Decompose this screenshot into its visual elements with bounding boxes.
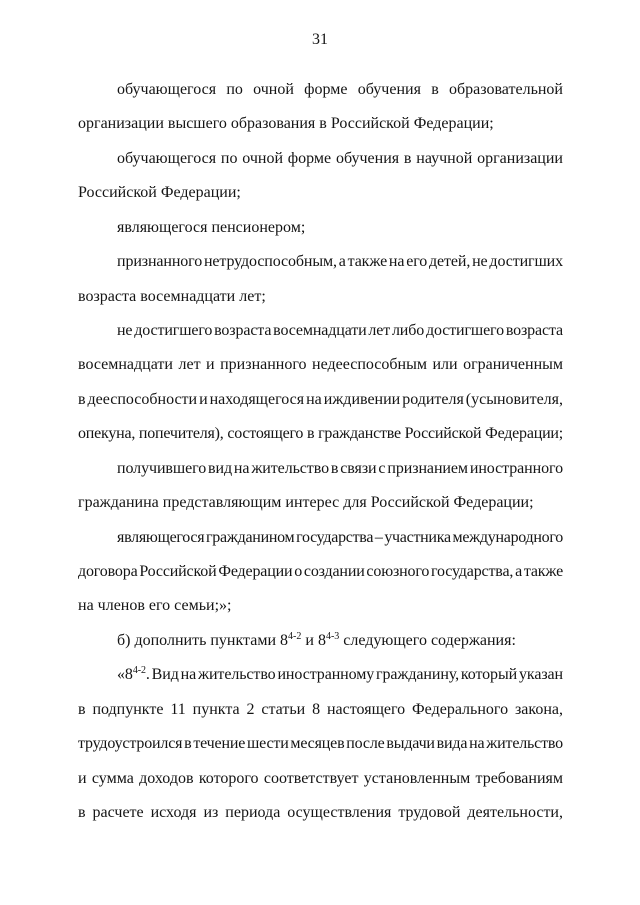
new-point-number-superscript: 4-2 (132, 665, 146, 676)
new-point-text: . Вид на жительство иностранному гражданину, который указан (145, 666, 564, 683)
paragraph-line: договора Российской Федерации о создании союзного государства, а также (78, 563, 564, 580)
paragraph-line: являющегося гражданином государства – участника международного (117, 529, 563, 546)
paragraph-line: получившего вид на жительство в связи с признанием иностранного (117, 460, 564, 477)
new-point-line: и сумма доходов которого соответствует установленным требованиям (78, 770, 563, 787)
paragraph-line: обучающегося по очной форме обучения в научной организации (117, 150, 563, 167)
conjunction-text: и (301, 632, 318, 649)
paragraph-line: не достигшего возраста восемнадцати лет либо достигшего возраста (117, 322, 563, 339)
paragraph-line: организации высшего образования в Российской Федерации; (78, 115, 494, 132)
new-point-first-line (117, 665, 563, 685)
paragraph-line: признанного нетрудоспособным, а также на его детей, не достигших (117, 253, 563, 270)
new-point-line: трудоустроился в течение шести месяцев после выдачи вида на жительство (78, 735, 564, 752)
subpoint-b-text: б) дополнить пунктами (117, 632, 281, 649)
new-point-line: в расчете исходя из периода осуществления трудовой деятельности, (78, 804, 563, 821)
paragraph-line: опекуна, попечителя), состоящего в гражданстве Российской Федерации; (78, 425, 563, 442)
paragraph-line: восемнадцати лет и признанного недееспособным или ограниченным (78, 356, 563, 373)
paragraph-line: Российской Федерации; (78, 184, 241, 201)
page-number: 31 (312, 31, 328, 48)
paragraph-line: в дееспособности и находящегося на иждивении родителя (усыновителя, (78, 391, 564, 408)
item-number-superscript: 4-3 (325, 631, 340, 642)
paragraph-line: на членов его семьи;»; (78, 597, 232, 614)
item-number: 8 (317, 632, 326, 649)
new-point-line: в подпункте 11 пункта 2 статьи 8 настоящего Федерального закона, (78, 701, 563, 718)
item-number-superscript: 4-2 (288, 631, 302, 642)
new-point-number: 8 (124, 666, 133, 683)
opening-quote: « (117, 666, 125, 683)
item-number: 8 (280, 632, 289, 649)
paragraph-line: возраста восемнадцати лет; (78, 288, 266, 305)
paragraph-line: являющегося пенсионером; (117, 219, 306, 236)
subpoint-b-text: следующего содержания: (339, 632, 516, 649)
paragraph-line: гражданина представляющим интерес для Российской Федерации; (78, 494, 534, 511)
paragraph-line: обучающегося по очной форме обучения в образовательной (117, 81, 563, 98)
subpoint-b-line (117, 631, 563, 651)
